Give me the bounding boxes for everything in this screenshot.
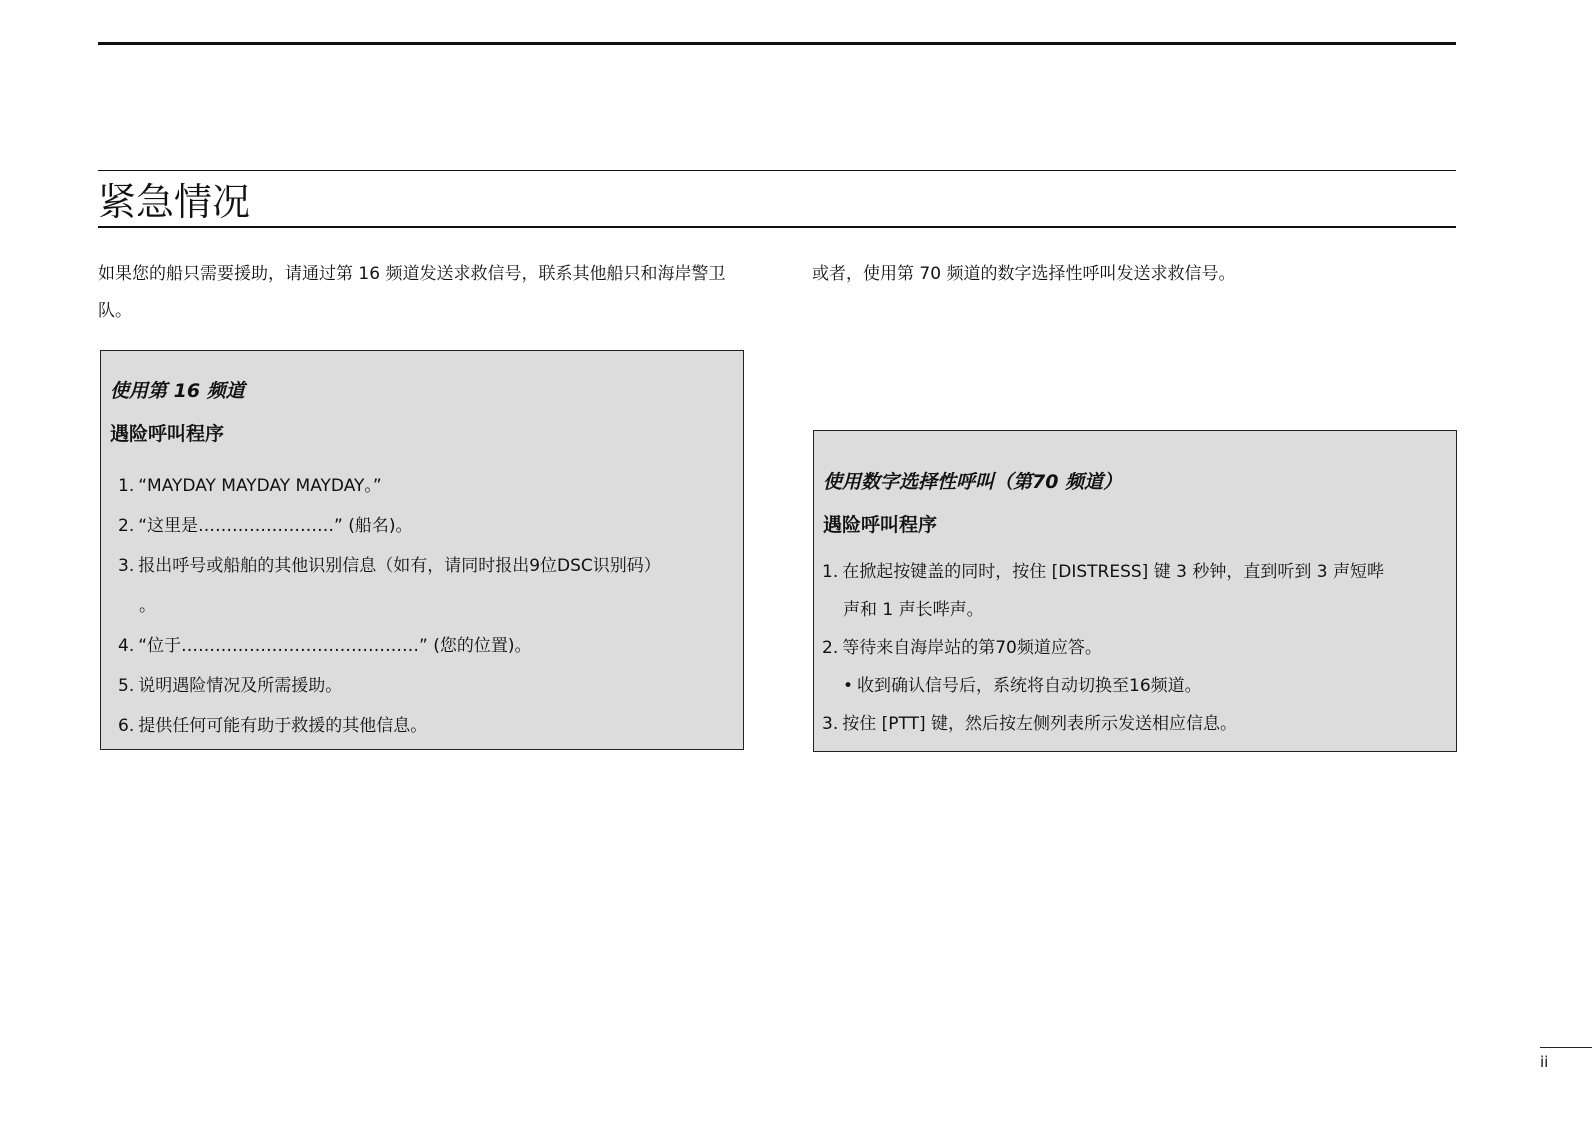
channel16-step-continuation: 。 [139, 596, 156, 616]
channel16-box-title: 使用第 16 频道 [110, 380, 245, 402]
dsc-step [822, 705, 1452, 743]
step-number: 6. [118, 716, 135, 736]
channel16-steps-list [118, 466, 728, 746]
step-text: 在掀起按键盖的同时，按住 [DISTRESS] 键 3 秒钟，直到听到 3 声短哔 [842, 562, 1384, 582]
step-number: 5. [118, 676, 135, 696]
step-number: 2. [822, 638, 839, 658]
channel16-step [118, 706, 728, 746]
step-text: 提供任何可能有助于救援的其他信息。 [138, 716, 428, 736]
step-text: 报出呼号或船舶的其他识别信息（如有，请同时报出9位DSC识别码） [138, 556, 661, 576]
step-number: 2. [118, 516, 135, 536]
step-number: 4. [118, 636, 135, 656]
section-top-rule [98, 170, 1456, 171]
step-number: 3. [118, 556, 135, 576]
channel16-step [118, 626, 728, 666]
header-rule [98, 42, 1456, 45]
step-text: 等待来自海岸站的第70频道应答。 [842, 638, 1102, 658]
channel16-box-subtitle: 遇险呼叫程序 [110, 423, 225, 445]
step-text: 说明遇险情况及所需援助。 [138, 676, 343, 696]
dsc-steps-list [822, 553, 1452, 743]
step-number: 1. [118, 476, 135, 496]
channel16-step [118, 466, 728, 506]
channel16-step [118, 666, 728, 706]
step-text: “MAYDAY MAYDAY MAYDAY。” [138, 476, 382, 496]
channel16-step [118, 506, 728, 546]
section-bottom-rule [98, 226, 1456, 228]
page-number: ii [1540, 1053, 1549, 1071]
step-text: “这里是……………………” (船名)。 [138, 516, 413, 536]
section-title: 紧急情况 [98, 180, 251, 224]
intro-text-right: 或者，使用第 70 频道的数字选择性呼叫发送求救信号。 [812, 264, 1236, 284]
dsc-box-title: 使用数字选择性呼叫（第70 频道） [823, 471, 1123, 493]
dsc-distress-box [813, 430, 1457, 752]
dsc-step [822, 629, 1452, 667]
step-number: 1. [822, 562, 839, 582]
footer-rule [1540, 1047, 1592, 1048]
dsc-step-continuation: 声和 1 声长哔声。 [843, 600, 984, 620]
channel16-step [118, 546, 728, 586]
dsc-step-bullet [822, 667, 1452, 705]
bullet-icon: • [843, 676, 854, 696]
step-text: “位于……………………………………” (您的位置)。 [138, 636, 532, 656]
step-text: 收到确认信号后，系统将自动切换至16频道。 [857, 676, 1202, 696]
intro-text-left: 如果您的船只需要援助，请通过第 16 频道发送求救信号，联系其他船只和海岸警卫队。 [98, 264, 726, 321]
channel16-distress-box [100, 350, 744, 750]
dsc-box-subtitle: 遇险呼叫程序 [823, 514, 938, 536]
step-text: 按住 [PTT] 键，然后按左侧列表所示发送相应信息。 [842, 714, 1238, 734]
step-number: 3. [822, 714, 839, 734]
dsc-step [822, 553, 1452, 591]
